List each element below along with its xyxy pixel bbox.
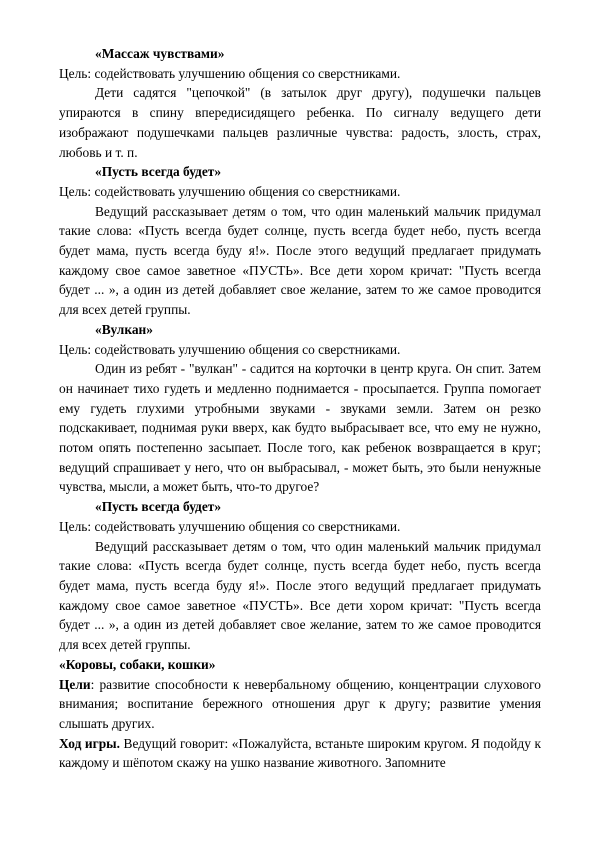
goals-label: Цели (59, 676, 91, 692)
game-goal: Цель: содействовать улучшению общения со сверстниками. (59, 65, 401, 81)
game-section-vulkan (59, 320, 541, 497)
procedure-text: Ведущий говорит: «Пожалуйста, встаньте широким кругом. Я подойду к каждому и шёпотом скажу на ушко название животного. Запомните (59, 735, 541, 771)
game-title: «Пусть всегда будет» (95, 164, 222, 180)
game-section-massage (59, 44, 541, 162)
game-description: Дети садятся "цепочкой" (в затылок друг другу), подушечки пальцев упираются в спину впередисидящего ребенка. По сигналу ведущего дети изображают подушечками пальцев различные чувства: радость, злость, страх, любовь и т. п. (59, 85, 541, 160)
game-section-korovy-sobaki-koshki (59, 655, 541, 773)
game-section-pust-vsegda-budet-repeat (59, 497, 541, 655)
game-description: Ведущий рассказывает детям о том, что один маленький мальчик придумал такие слова: «Пусть всегда будет солнце, пусть всегда будет небо, пусть всегда будет мама, пусть всегда буду я!». После этого ведущий предлагает придумать каждому свое самое заветное «ПУСТЬ». Все дети хором кричат: "Пусть всегда будет ... », а один из детей добавляет свое желание, затем то же самое проводится для всех детей группы. (59, 538, 541, 653)
game-procedure (59, 734, 541, 773)
game-section-pust-vsegda-budet (59, 162, 541, 320)
game-goals (59, 675, 541, 734)
procedure-label: Ход игры. (59, 735, 120, 751)
game-title: «Вулкан» (95, 321, 153, 337)
document-body (59, 44, 541, 773)
goals-text: : развитие способности к невербальному общению, концентрации слухового внимания; воспитание бережного отношения друг к другу; развитие умения слышать других. (59, 676, 541, 731)
game-title: «Коровы, собаки, кошки» (59, 656, 216, 672)
game-title: «Пусть всегда будет» (95, 499, 222, 515)
game-description: Один из ребят - "вулкан" - садится на корточки в центр круга. Он спит. Затем он начинает тихо гудеть и медленно поднимается - просыпается. Группа помогает ему гудеть глухими утробными звуками - звуками земли. Затем он резко подскакивает, поднимая руки вверх, как будто выбрасывает все, что ему не нужно, потом опять постепенно засыпает. После того, как ребенок возвращается в круг; ведущий спрашивает у него, что он выбрасывал, - может быть, это были ненужные чувства, мысли, а может быть, что-то другое? (59, 361, 541, 495)
game-title: «Массаж чувствами» (95, 46, 225, 61)
game-goal: Цель: содействовать улучшению общения со сверстниками. (59, 183, 401, 199)
game-goal: Цель: содействовать улучшению общения со сверстниками. (59, 341, 401, 357)
game-description: Ведущий рассказывает детям о том, что один маленький мальчик придумал такие слова: «Пусть всегда будет солнце, пусть всегда будет небо, пусть всегда будет мама, пусть всегда буду я!». После этого ведущий предлагает придумать каждому свое самое заветное «ПУСТЬ». Все дети хором кричат: "Пусть всегда будет ... », а один из детей добавляет свое желание, затем то же самое проводится для всех детей группы. (59, 203, 541, 318)
game-goal: Цель: содействовать улучшению общения со сверстниками. (59, 518, 401, 534)
